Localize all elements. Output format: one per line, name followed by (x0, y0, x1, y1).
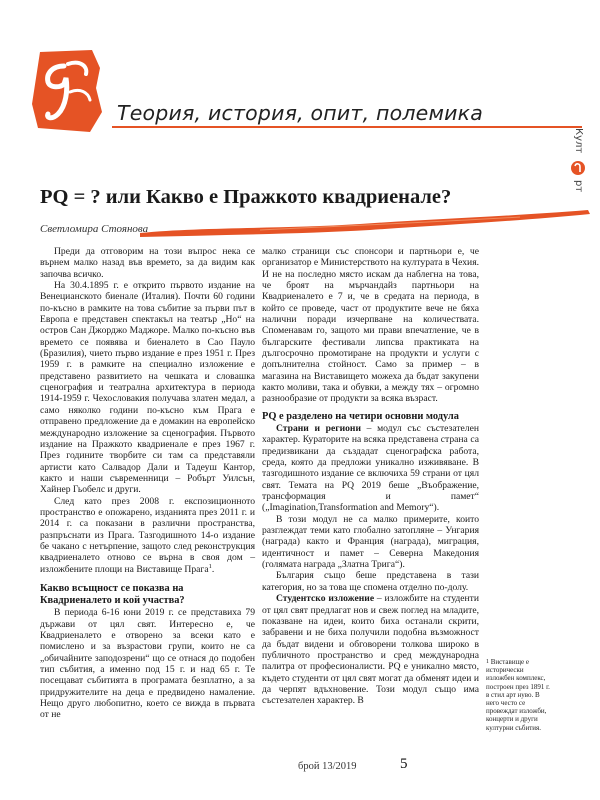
footnote-number: 1 (486, 659, 489, 665)
right-column (262, 246, 479, 707)
left-column (40, 246, 255, 721)
side-brand (550, 118, 590, 208)
brand-logo-icon (30, 48, 110, 136)
section-heading: PQ е разделено на четири основни модула (262, 410, 459, 422)
section-divider (112, 126, 582, 128)
paragraph: България също беше представена в тази категория, но за това ще спомена отделно по-долу. (262, 570, 479, 593)
side-brand-suffix: рт (573, 180, 584, 193)
issue-label: брой 13/2019 (298, 761, 357, 772)
brush-stroke-decoration (140, 207, 590, 239)
section-title: Теория, история, опит, полемика (117, 101, 483, 125)
section-heading: Какво всъщност се показва на Квадриеналето и кой участва? (40, 582, 185, 607)
footnote-text: Виставище е исторически изложбен комплекс, построен през 1891 г. в стил арт нуво. В него често се провеждат изложби, концерти и други културни събития. (486, 658, 550, 732)
paragraph-end: . (211, 563, 215, 575)
paragraph-text: След като през 2008 г. експозиционното пространство е опожарено, изданията през 2011 г. и 2014 г. са показани в различни пространства, разпръснати из Прага. Тазгодишното 14-о издание бе чакано с нетърпение, защото след реконструкция квадриеналето отново се върна в своя дом – изложбените площи на Виставище Прага (40, 495, 255, 575)
paragraph-text: – модул със състезателен характер. Кураторите на всяка представена страна са предизвикани да създадат сценографска работа, среда, която да предложи уникално изживяване. В тазгодишното издание се включиха 59 страни от цял свят. Темата на PQ 2019 беше „Въображение, трансформация и памет“ („Imagination,Transformation and Memory“). (262, 423, 479, 514)
paragraph: В този модул не са малко примерите, които разглеждат теми като глобално затопляне – Унгария (награда) както и Франция (награда), миграция, идентичност и памет – Северна Македония (голямата награда „Златна Трига“). (262, 513, 479, 571)
paragraph (262, 593, 479, 706)
paragraph: В периода 6-16 юни 2019 г. се представиха 79 държави от цял свят. Интересно е, че Квадриеналето е отворено за всеки като е помислено и за възрастови групи, които не са „обичайните заподозрени“ що се отнася до подобен тип събития, а именно под 15 г. и над 65 г. Те посещават събитията в програмата безплатно, а за придружителите на деца е предвидено намаление. Нещо друго любопитно, което се вижда в първата от не (40, 607, 255, 721)
side-brand-text: Култ (573, 128, 584, 154)
paragraph (40, 496, 255, 575)
footnote (486, 658, 552, 732)
paragraph-text: – изложбите на студенти от цял свят предлагат нов и свеж поглед на младите, показване на идеи, които биха останали скрити, забравени и не биха получили подобна възможност да бъдат видени и обговорени толкова широко в публичното пространство и сред международна палитра от професионалисти. PQ е уникално място, където студенти от цял свят могат да обменят идеи и да черпят вдъхновение. Този модул също има състезателен характер. В (262, 593, 479, 707)
footnote-ref[interactable]: 1 (208, 562, 212, 570)
article-author: Светломира Стоянова (40, 223, 149, 235)
paragraph (262, 423, 479, 514)
module-name: Страни и региони (276, 423, 361, 435)
brand-mark-icon (570, 158, 586, 178)
paragraph: малко страници със спонсори и партньори е, че организатор е Министерството на културата в Чехия. И не на последно място искам да наблегна на това, че броят на мърчандайз партньори на Квадриеналето е 7 и, че в средата на периода, в който се проведе, част от продуктите вече не бяха налични поради изчерпване на количествата. Споменавам го, защото ми прави впечатление, че в българските фестивали липсва практиката на дългосрочно промотиране на продукти и услуги с допълнителна стойност. Само за пример – в магазина на Виставището можеха да бъдат закупени както моливи, така и обувки, а между тях – огромно разнообразие от продукти за всяка възраст. (262, 246, 480, 405)
article-title: PQ = ? или Какво е Пражкото квадриенале? (40, 186, 452, 208)
paragraph: На 30.4.1895 г. е открито първото издание на Венецианското биенале (Италия). Почти 60 години по-късно в рамките на това събитие за първи път в Европа е представен спектакъл на театър „Но“ на остров Сан Джорджо Маджоре. Малко по-късно във времето се появява и биеналето в Сао Пауло (Бразилия), чието първо издание е през 1951 г. През 1959 г. в рамките на специално изложение е представено развитието на чешката и словашка сценография и театрална архитектура в периода 1914-1959 г. Чехословакия получава златен медал, а само няколко години по-късно към Прага е отправено предложение да е домакин на европейско международно изложение за сценография. Първото издание на Пражкото квадриенале е през 1967 г. През годините творбите си там са представяли артисти като Салвадор Дали и Тадеуш Кантор, както и наши съвременници – Робърт Уилсън, Хайнер Гьобелс и други. (40, 280, 255, 496)
paragraph: Преди да отговорим на този въпрос нека се върнем малко назад във времето, за да видим как започва всичко. (40, 246, 255, 280)
module-name: Студентско изложение (276, 593, 375, 605)
page-number: 5 (400, 756, 408, 772)
